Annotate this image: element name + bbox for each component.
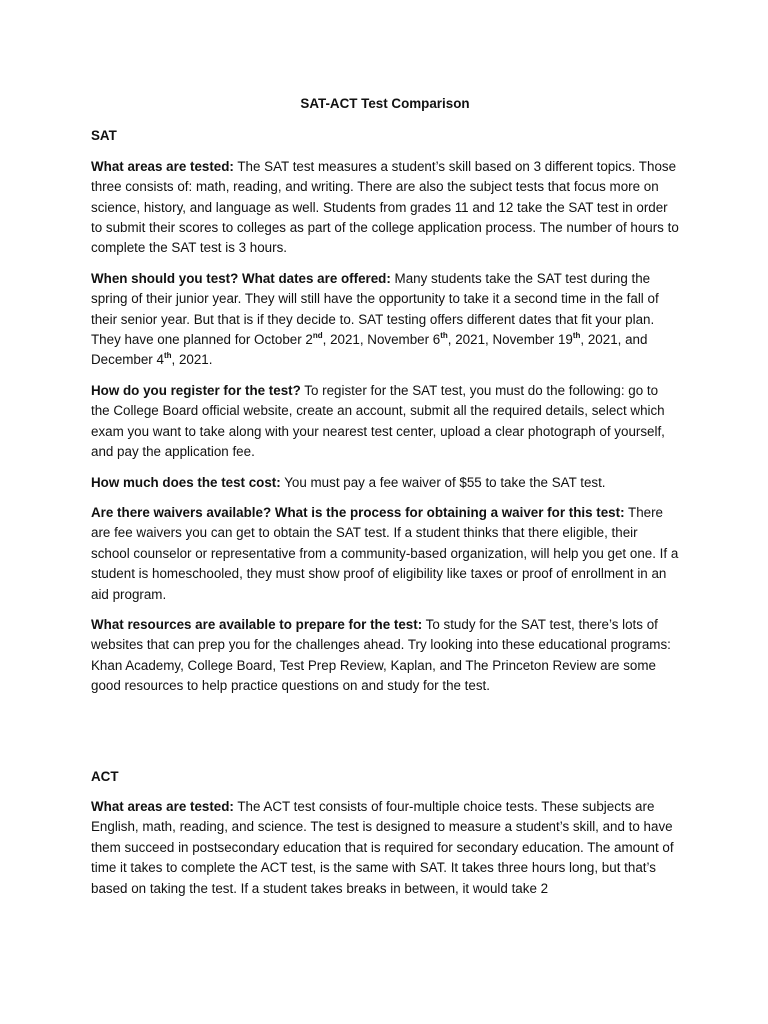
sat-dates-label: When should you test? What dates are offered: (91, 270, 391, 286)
ordinal-suffix: th (572, 330, 581, 340)
sat-dates-text: , 2021. (171, 352, 213, 368)
sat-areas-label: What areas are tested: (91, 158, 234, 174)
sat-cost-paragraph (91, 473, 679, 493)
sat-cost-label: How much does the test cost: (91, 474, 281, 490)
sat-areas-text: The SAT test measures a student’s skill based on 3 different topics. Those three consists of: math, reading, and writing. There are also the subject tests that focus more on science, history, and language as well. Students from grades 11 and 12 take the SAT test in order to submit their scores to colleges as part of the college application process. The number of hours to complete the SAT test is 3 hours. (91, 158, 679, 256)
section-heading-act: ACT (91, 768, 119, 784)
sat-dates-text: , 2021, and December 4 (91, 332, 648, 368)
sat-resources-text: To study for the SAT test, there’s lots of websites that can prep you for the challenges ahead. Try looking into these educational programs: Khan Academy, College Board, Test Prep Review, Kaplan, and The Princeton Review are some good resources to help practice questions on and study for the test. (91, 616, 671, 694)
document-page (91, 94, 679, 909)
sat-register-text: To register for the SAT test, you must do the following: go to the College Board official website, create an account, submit all the required details, select which exam you want to take along with your nearest test center, upload a clear photograph of yourself, and pay the application fee. (91, 382, 665, 460)
sat-dates-paragraph (91, 269, 679, 371)
sat-dates-text: , 2021, November 6 (322, 332, 441, 348)
sat-waivers-paragraph (91, 503, 679, 605)
sat-register-label: How do you register for the test? (91, 382, 301, 398)
act-areas-paragraph (91, 797, 679, 899)
ordinal-suffix: th (163, 351, 172, 360)
ordinal-suffix: nd (312, 330, 323, 340)
document-title: SAT-ACT Test Comparison (300, 96, 470, 111)
act-areas-text: The ACT test consists of four-multiple choice tests. These subjects are English, math, reading, and science. The test is designed to measure a student’s skill, and to have them succeed in postsecondary education that is required for secondary education. The amount of time it takes to complete the ACT test, is the same with SAT. It takes three hours long, but that’s based on taking the test. If a student takes breaks in between, it would take 2 (91, 798, 674, 896)
sat-waivers-label: Are there waivers available? What is the process for obtaining a waiver for this test: (91, 504, 625, 520)
act-areas-label: What areas are tested: (91, 798, 234, 814)
sat-dates-text: Many students take the SAT test during the spring of their junior year. They will still have the opportunity to take it a second time in the fall of their senior year. But that is if they decide to. SAT testing offers different dates that fit your plan. They have one planned for October 2 (91, 270, 659, 348)
sat-dates-text: , 2021, November 19 (447, 332, 573, 348)
sat-register-paragraph (91, 381, 679, 463)
ordinal-suffix: th (440, 330, 448, 340)
section-heading-sat: SAT (91, 128, 117, 144)
sat-resources-label: What resources are available to prepare for the test: (91, 616, 423, 632)
sat-cost-text: You must pay a fee waiver of $55 to take the SAT test. (280, 474, 606, 490)
sat-resources-paragraph (91, 615, 679, 697)
sat-areas-paragraph (91, 157, 679, 259)
section-spacer (91, 707, 679, 767)
sat-waivers-text: There are fee waivers you can get to obtain the SAT test. If a student thinks that there eligible, their school counselor or representative from a community-based organization, will help you get one. If a student is homeschooled, they must show proof of eligibility like taxes or proof of enrollment in an aid program. (91, 504, 679, 602)
